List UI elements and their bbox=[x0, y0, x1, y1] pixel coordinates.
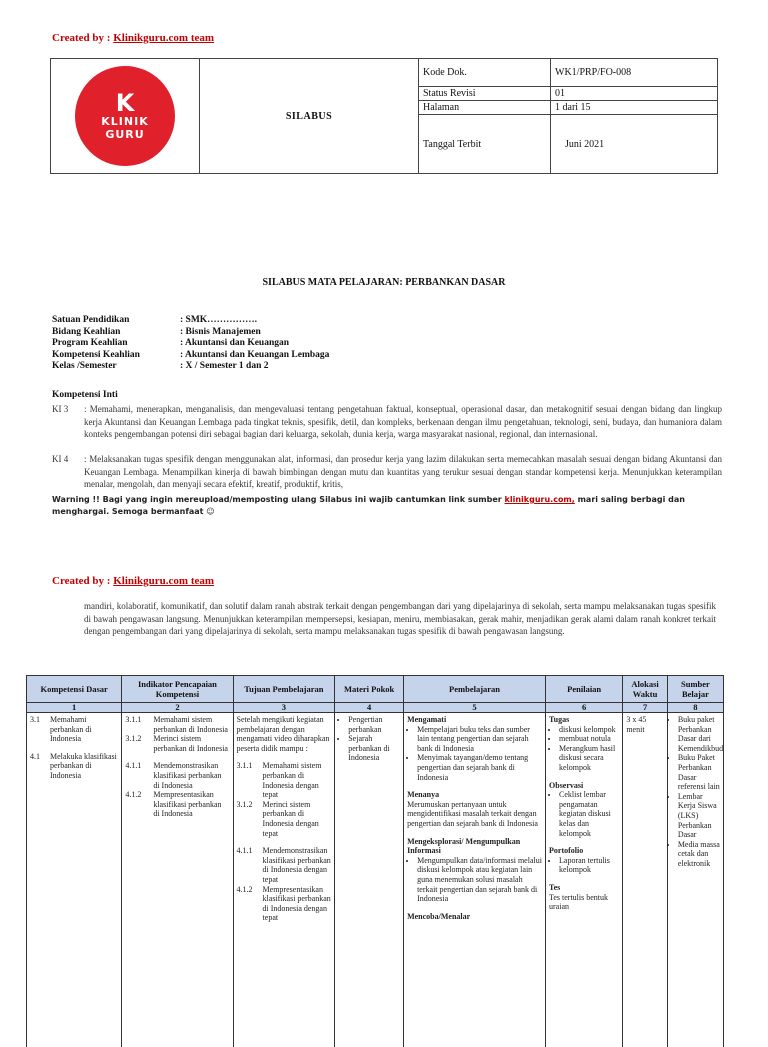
materi-list bbox=[338, 715, 400, 763]
col-header: Materi Pokok bbox=[335, 676, 404, 703]
logo-cell bbox=[51, 59, 200, 174]
tujuan-item bbox=[237, 761, 332, 799]
observasi-list bbox=[549, 790, 619, 838]
tujuan-item bbox=[237, 846, 332, 884]
materi-item: • Pengertian perbankan bbox=[348, 715, 400, 734]
sumber-list bbox=[669, 715, 720, 869]
menanya-heading: Menanya bbox=[407, 790, 542, 800]
ki3-block bbox=[52, 403, 722, 441]
col-number: 7 bbox=[623, 703, 667, 713]
col-header: Kompetensi Dasar bbox=[27, 676, 122, 703]
alokasi-cell: 3 x 45 menit bbox=[623, 713, 667, 1047]
meta-value: : Akuntansi dan Keuangan Lembaga bbox=[180, 350, 329, 362]
header-value-status: 01 bbox=[551, 87, 718, 101]
kd-item bbox=[30, 715, 118, 744]
tugas-item: • Merangkum hasil diskusi secara kelompok bbox=[559, 744, 619, 773]
materi-cell bbox=[335, 713, 404, 1047]
ipk-number: 3.1.2 bbox=[125, 734, 153, 753]
logo-line1: KLINIK bbox=[101, 115, 148, 128]
created-by-2 bbox=[52, 575, 214, 587]
meta-label: Bidang Keahlian bbox=[52, 327, 180, 339]
created-by bbox=[52, 32, 214, 44]
materi-item: • Sejarah perbankan di Indonesia bbox=[348, 734, 400, 763]
meta-block bbox=[52, 315, 329, 373]
tes-heading: Tes bbox=[549, 883, 619, 893]
ki4-block bbox=[52, 453, 722, 491]
meta-row bbox=[52, 361, 329, 373]
meta-label: Satuan Pendidikan bbox=[52, 315, 180, 327]
ipk-number: 4.1.2 bbox=[125, 790, 153, 819]
header-value-tanggal: Juni 2021 bbox=[551, 115, 718, 174]
created-by-prefix: Created by : bbox=[52, 575, 113, 587]
sumber-item: • Lembar Kerja Siswa (LKS) Perbankan Dasar bbox=[678, 792, 720, 840]
col-header: Tujuan Pembelajaran bbox=[233, 676, 335, 703]
col-number: 3 bbox=[233, 703, 335, 713]
ki4-continued: mandiri, kolaboratif, komunikatif, dan solutif dalam ranah abstrak terkait dengan pengembangan dari yang dipelajarinya di sekolah, serta mampu melaksanakan tugas spesifik di bawah pengawasan langsung. Menunjukkan keterampilan mempersepsi, kesiapan, meniru, membiasakan, gerak mahir, menjadikan gerak alami dalam ranah konkret terkait dengan pengembangan dari yang dipelajarinya di sekolah, serta mampu melaksanakan tugas spesifik di bawah pengawasan langsung. bbox=[84, 600, 716, 638]
document-title: SILABUS MATA PELAJARAN: PERBANKAN DASAR bbox=[0, 277, 768, 288]
col-number: 5 bbox=[404, 703, 546, 713]
col-number: 2 bbox=[122, 703, 233, 713]
tugas-list bbox=[549, 725, 619, 773]
col-header: Penilaian bbox=[546, 676, 623, 703]
kd-cell bbox=[27, 713, 122, 1047]
mengamati-item: • Mempelajari buku teks dan sumber lain tentang pengertian dan sejarah bank di Indonesia bbox=[417, 725, 542, 754]
table-number-row bbox=[27, 703, 724, 713]
syllabus-table bbox=[26, 675, 724, 1047]
meta-row bbox=[52, 327, 329, 339]
penilaian-cell bbox=[546, 713, 623, 1047]
mencoba-heading: Mencoba/Menalar bbox=[407, 912, 542, 922]
portofolio-heading: Portofolio bbox=[549, 846, 619, 856]
table-header-row bbox=[27, 676, 724, 703]
portofolio-item: • Laporan tertulis kelompok bbox=[559, 856, 619, 875]
warning-pre: Warning !! Bagi yang ingin mereupload/memposting ulang Silabus ini wajib cantumkan link sumber bbox=[52, 495, 505, 504]
header-label-halaman: Halaman bbox=[419, 101, 551, 115]
tujuan-item bbox=[237, 800, 332, 838]
ipk-item bbox=[125, 790, 229, 819]
tujuan-number: 3.1.2 bbox=[237, 800, 263, 838]
tujuan-text: Merinci sistem perbankan di Indonesia dengan tepat bbox=[263, 800, 332, 838]
ipk-text: Mendemonstrasikan klasifikasi perbankan di Indonesia bbox=[153, 761, 229, 790]
col-number: 6 bbox=[546, 703, 623, 713]
warning-notice bbox=[52, 494, 722, 518]
kd-text: Melakuka klasifikasi perbankan di Indonesia bbox=[50, 752, 118, 781]
tujuan-text: Mempresentasikan klasifikasi perbankan di Indonesia dengan tepat bbox=[263, 885, 332, 923]
header-value-kode: WK1/PRP/FO-008 bbox=[551, 59, 718, 87]
ipk-item bbox=[125, 734, 229, 753]
col-header: Sumber Belajar bbox=[667, 676, 723, 703]
eksplorasi-list bbox=[407, 856, 542, 904]
tujuan-number: 4.1.2 bbox=[237, 885, 263, 923]
ki4-text: : Melaksanakan tugas spesifik dengan menggunakan alat, informasi, dan prosedur kerja yang lazim dilakukan serta memecahkan masalah sesuai dengan bidang Akuntansi dan Keuangan Lembaga. Menampilkan kinerja di bawah bimbingan dengan mutu dan kuantitas yang terukur sesuai dengan standar kompetensi kerja. Menunjukkan keterampilan menalar, mengolah, dan menyaji secara efektif, kreatif, produktif, kritis, bbox=[84, 453, 722, 491]
ki4-label: KI 4 bbox=[52, 453, 84, 491]
portofolio-list bbox=[549, 856, 619, 875]
sumber-item: • Buku Paket Perbankan Dasar referensi lain bbox=[678, 753, 720, 791]
col-number: 4 bbox=[335, 703, 404, 713]
ipk-text: Merinci sistem perbankan di Indonesia bbox=[153, 734, 229, 753]
tujuan-cell bbox=[233, 713, 335, 1047]
meta-row bbox=[52, 350, 329, 362]
klinik-guru-logo bbox=[75, 66, 175, 166]
tujuan-text: Memahami sistem perbankan di Indonesia dengan tepat bbox=[263, 761, 332, 799]
sumber-item: • Media massa cetak dan elektronik bbox=[678, 840, 720, 869]
ki3-text: : Memahami, menerapkan, menganalisis, dan mengevaluasi tentang pengetahuan faktual, konseptual, operasional dasar, dan metakognitif sesuai dengan bidang dan lingkup kerja Akuntansi dan Keuangan Lembaga pada tingkat teknis, spesifik, detil, dan kompleks, berkenaan dengan ilmu pengetahuan, teknologi, seni, budaya, dan humaniora dalam konteks pengembangan potensi diri sebagai bagian dari keluarga, sekolah, dunia kerja, warga masyarakat nasional, regional, dan internasional. bbox=[84, 403, 722, 441]
tes-text: Tes tertulis bentuk uraian bbox=[549, 893, 619, 912]
tugas-item: • membuat notula bbox=[559, 734, 619, 744]
header-title: SILABUS bbox=[200, 59, 419, 174]
kd-item bbox=[30, 752, 118, 781]
tujuan-number: 3.1.1 bbox=[237, 761, 263, 799]
header-label-kode: Kode Dok. bbox=[419, 59, 551, 87]
tugas-item: • diskusi kelompok bbox=[559, 725, 619, 735]
warning-link[interactable]: klinikguru.com, bbox=[505, 495, 575, 504]
header-label-tanggal: Tanggal Terbit bbox=[419, 115, 551, 174]
col-header: Indikator Pencapaian Kompetensi bbox=[122, 676, 233, 703]
created-by-prefix: Created by : bbox=[52, 32, 113, 44]
tugas-heading: Tugas bbox=[549, 715, 619, 725]
ipk-item bbox=[125, 761, 229, 790]
meta-value: : SMK……………. bbox=[180, 315, 257, 327]
created-by-link[interactable]: Klinikguru.com team bbox=[113, 32, 214, 44]
kd-number: 3.1 bbox=[30, 715, 50, 744]
sumber-item: • Buku paket Perbankan Dasar dari Kemendikbud bbox=[678, 715, 720, 753]
ki-heading: Kompetensi Inti bbox=[52, 390, 118, 400]
observasi-item: • Ceklist lembar pengamatan kegiatan diskusi kelas dan kelompok bbox=[559, 790, 619, 838]
ipk-number: 4.1.1 bbox=[125, 761, 153, 790]
ki3-label: KI 3 bbox=[52, 403, 84, 441]
tujuan-text: Mendemonstrasikan klasifikasi perbankan di Indonesia dengan tepat bbox=[263, 846, 332, 884]
eksplorasi-heading: Mengeksplorasi/ Mengumpulkan Informasi bbox=[407, 837, 542, 856]
kd-number: 4.1 bbox=[30, 752, 50, 781]
menanya-text: Merumuskan pertanyaan untuk mengidentifikasi masalah terkait dengan pengertian dan sejarah bank di Indonesia bbox=[407, 800, 542, 829]
col-number: 8 bbox=[667, 703, 723, 713]
sumber-cell bbox=[667, 713, 723, 1047]
tujuan-item bbox=[237, 885, 332, 923]
observasi-heading: Observasi bbox=[549, 781, 619, 791]
col-header: Pembelajaran bbox=[404, 676, 546, 703]
col-header: Alokasi Waktu bbox=[623, 676, 667, 703]
logo-line2: GURU bbox=[105, 128, 144, 141]
tujuan-intro: Setelah mengikuti kegiatan pembelajaran dengan mengamati video diharapkan peserta didik mampu : bbox=[237, 715, 332, 753]
tujuan-number: 4.1.1 bbox=[237, 846, 263, 884]
ipk-cell bbox=[122, 713, 233, 1047]
created-by-link[interactable]: Klinikguru.com team bbox=[113, 575, 214, 587]
header-value-halaman: 1 dari 15 bbox=[551, 101, 718, 115]
ipk-item bbox=[125, 715, 229, 734]
ipk-text: Mempresentasikan klasifikasi perbankan di Indonesia bbox=[153, 790, 229, 819]
meta-row bbox=[52, 315, 329, 327]
meta-label: Kelas /Semester bbox=[52, 361, 180, 373]
header-label-status: Status Revisi bbox=[419, 87, 551, 101]
mengamati-item: • Menyimak tayangan/demo tentang pengertian dan sejarah bank di Indonesia bbox=[417, 753, 542, 782]
kd-text: Memahami perbankan di Indonesia bbox=[50, 715, 118, 744]
meta-value: : Bisnis Manajemen bbox=[180, 327, 261, 339]
col-number: 1 bbox=[27, 703, 122, 713]
pembelajaran-cell bbox=[404, 713, 546, 1047]
mengamati-heading: Mengamati bbox=[407, 715, 542, 725]
document-header bbox=[50, 58, 718, 174]
meta-row bbox=[52, 338, 329, 350]
ipk-text: Memahami sistem perbankan di Indonesia bbox=[153, 715, 229, 734]
mengamati-list bbox=[407, 725, 542, 783]
eksplorasi-item: • Mengumpulkan data/informasi melalui diskusi kelompok atau kegiatan lain guna menemukan solusi masalah terkait pengertian dan sejarah bank di Indonesia bbox=[417, 856, 542, 904]
meta-label: Program Keahlian bbox=[52, 338, 180, 350]
meta-label: Kompetensi Keahlian bbox=[52, 350, 180, 362]
ipk-number: 3.1.1 bbox=[125, 715, 153, 734]
logo-glyph: K bbox=[116, 91, 135, 115]
meta-value: : X / Semester 1 dan 2 bbox=[180, 361, 268, 373]
meta-value: : Akuntansi dan Keuangan bbox=[180, 338, 289, 350]
warning-post: mari saling berbagi dan menghargai. Semoga bermanfaat ☺ bbox=[52, 495, 685, 516]
table-row bbox=[27, 713, 724, 1047]
